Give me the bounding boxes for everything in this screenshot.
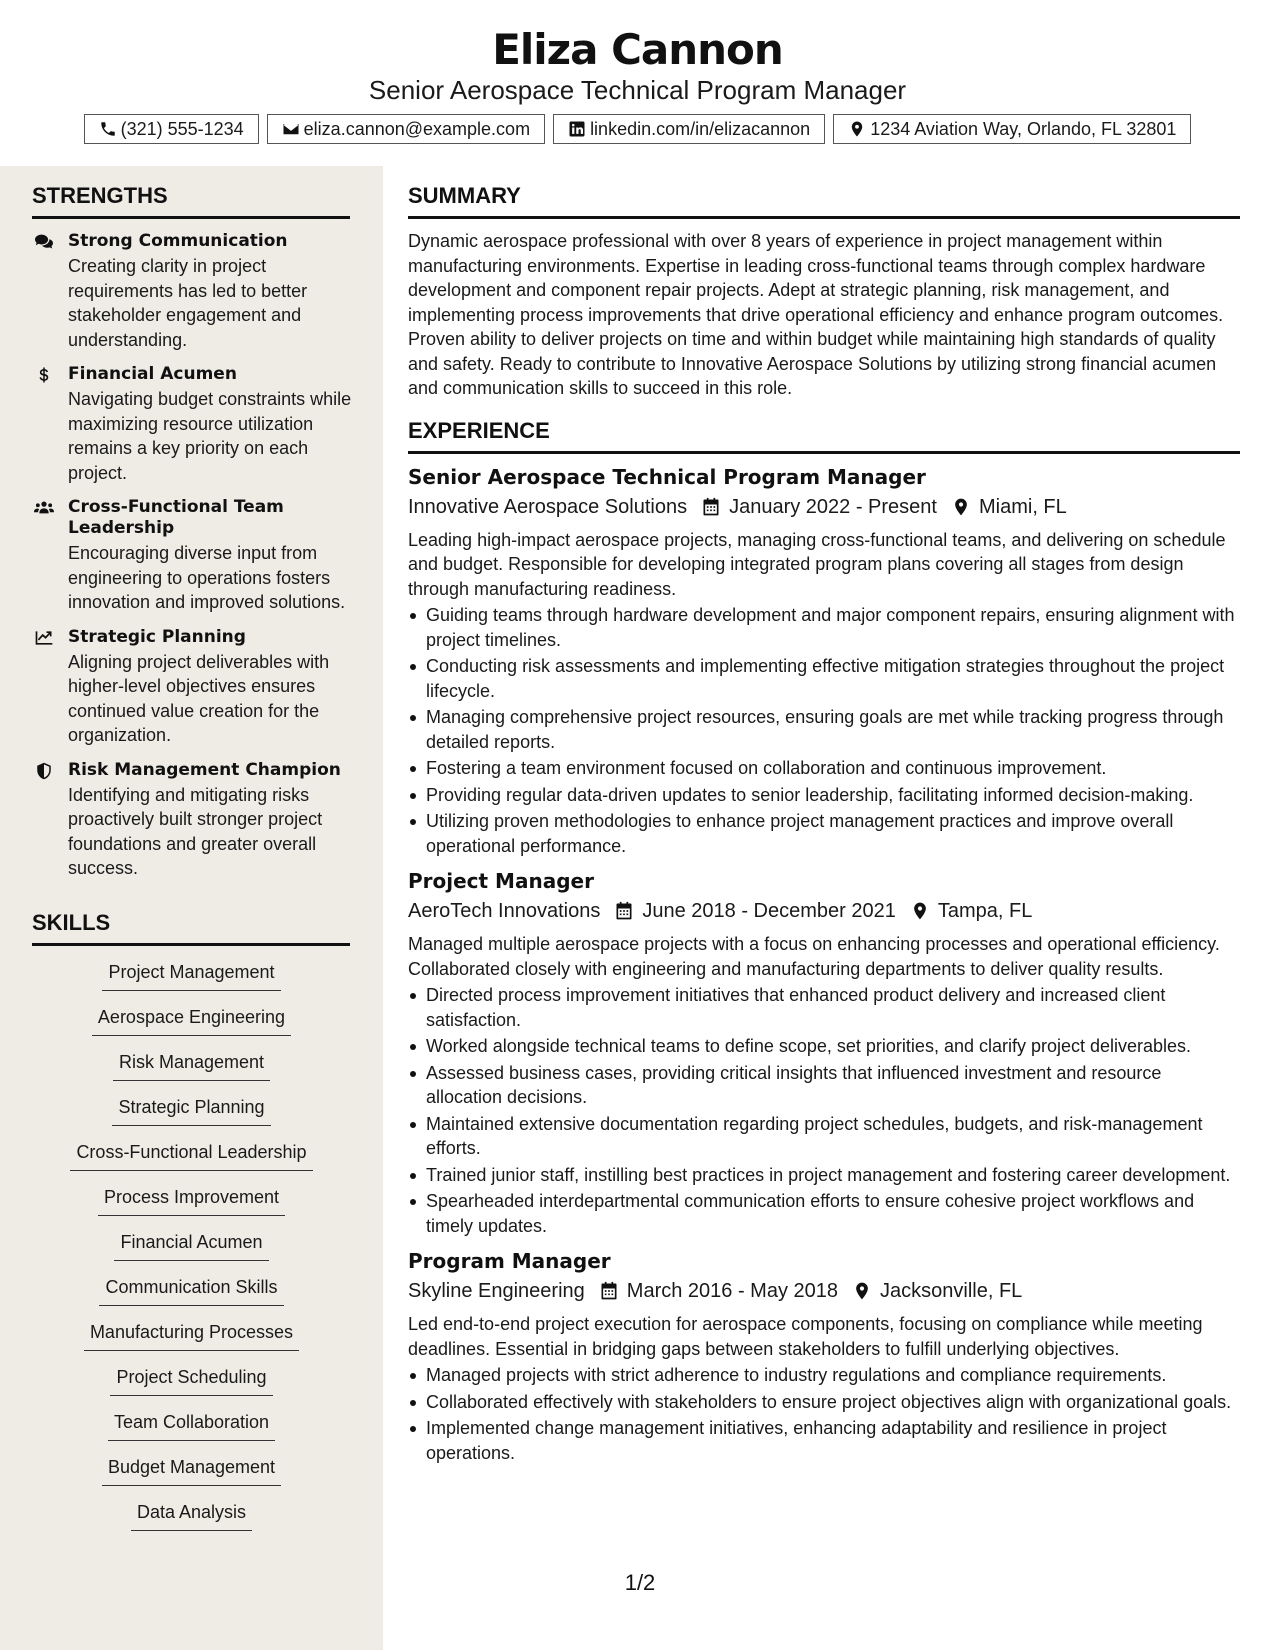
contact-email-text: eliza.cannon@example.com xyxy=(303,118,531,139)
skill-item: Team Collaboration xyxy=(108,1410,275,1441)
job-bullet: Directed process improvement initiatives that enhanced product delivery and increased client satisfaction. xyxy=(408,983,1240,1032)
summary-text: Dynamic aerospace professional with over 8 years of experience in project management within manufacturing environments. Expertise in leading cross-functional teams through complex hardware development and component repair projects. Adept at strategic planning, risk management, and implementing process improvements that drive operational efficiency and enhance program outcomes. Proven ability to deliver projects on time and within budget while maintaining high standards of quality and safety. Ready to contribute to Innovative Aerospace Solutions by utilizing strong financial acumen and communication skills to succeed in this role. xyxy=(408,231,1224,398)
job-title: Project Manager xyxy=(408,869,594,893)
skill-item: Budget Management xyxy=(102,1455,281,1486)
job-bullet: Managed projects with strict adherence to industry regulations and compliance requirements. xyxy=(408,1363,1240,1388)
job-company: Innovative Aerospace Solutions xyxy=(408,495,688,518)
job-bullets xyxy=(408,983,1240,1238)
job-dates: March 2016 - May 2018 xyxy=(626,1280,839,1302)
strength-item xyxy=(32,364,352,485)
strength-title: Risk Management Champion xyxy=(68,759,341,780)
strength-desc: Navigating budget constraints while maximizing resource utilization remains a key priority on each project. xyxy=(68,389,352,483)
calendar-icon xyxy=(614,901,634,921)
page-number: 1/2 xyxy=(624,1570,656,1595)
candidate-name: Eliza Cannon xyxy=(492,25,783,74)
job-location: Miami, FL xyxy=(978,495,1067,518)
skill-item: Aerospace Engineering xyxy=(92,1005,291,1036)
job-bullet: Managing comprehensive project resources, ensuring goals are met while tracking progress through detailed reports. xyxy=(408,705,1240,754)
job-description: Leading high-impact aerospace projects, managing cross-functional teams, and delivering on schedule and budget. Responsible for developing integrated program plans covering all stages from design through manufacturing readiness. xyxy=(408,529,1226,599)
job-bullets xyxy=(408,1363,1240,1465)
strength-title: Strong Communication xyxy=(68,231,288,251)
job-bullet: Fostering a team environment focused on collaboration and continuous improvement. xyxy=(408,756,1240,781)
strength-title: Strategic Planning xyxy=(68,626,246,647)
contact-address-text: 1234 Aviation Way, Orlando, FL 32801 xyxy=(870,118,1177,139)
skill-item: Manufacturing Processes xyxy=(84,1320,299,1351)
job-company: AeroTech Innovations xyxy=(408,900,601,922)
job-bullet: Maintained extensive documentation regarding project schedules, budgets, and risk-management efforts. xyxy=(408,1112,1240,1161)
job-bullet: Providing regular data-driven updates to senior leadership, facilitating informed decision-making. xyxy=(408,783,1240,808)
job-bullet: Trained junior staff, instilling best practices in project management and fostering career development. xyxy=(408,1163,1240,1188)
skill-item: Data Analysis xyxy=(131,1500,252,1531)
skills-heading: SKILLS xyxy=(32,893,350,946)
job-dates: June 2018 - December 2021 xyxy=(642,900,896,922)
comments-icon xyxy=(34,233,54,251)
chart-line-icon xyxy=(34,629,54,647)
resume-header xyxy=(0,0,1275,160)
strength-title: Cross-Functional Team Leadership xyxy=(68,497,284,538)
job-title: Program Manager xyxy=(408,1249,611,1273)
strength-item xyxy=(32,231,352,352)
job-bullet: Conducting risk assessments and implementing effective mitigation strategies throughout the project lifecycle. xyxy=(408,654,1240,703)
skill-item: Risk Management xyxy=(113,1050,270,1081)
candidate-title: Senior Aerospace Technical Program Manager xyxy=(368,75,907,105)
job-bullet: Worked alongside technical teams to define scope, set priorities, and clarify project deliverables. xyxy=(408,1034,1240,1059)
sidebar xyxy=(0,166,383,1650)
strength-item xyxy=(32,627,352,748)
job-title: Senior Aerospace Technical Program Manager xyxy=(408,464,926,489)
users-icon xyxy=(34,499,54,517)
job-bullet: Implemented change management initiatives, enhancing adaptability and resilience in project operations. xyxy=(408,1416,1240,1465)
calendar-icon xyxy=(599,1281,619,1301)
skill-item: Strategic Planning xyxy=(112,1095,270,1126)
job-entry xyxy=(408,1248,1240,1465)
job-dates: January 2022 - Present xyxy=(729,495,937,518)
shield-icon xyxy=(34,762,54,780)
job-meta xyxy=(408,896,1240,926)
map-pin-icon xyxy=(852,1281,872,1301)
job-company: Skyline Engineering xyxy=(408,1280,585,1302)
job-meta xyxy=(408,1276,1240,1306)
job-description: Led end-to-end project execution for aerospace components, focusing on compliance while meeting deadlines. Essential in bridging gaps between stakeholders to fulfill underlying objectives. xyxy=(408,1314,1203,1359)
contact-linkedin[interactable] xyxy=(553,114,825,144)
contact-linkedin-text: linkedin.com/in/elizacannon xyxy=(590,118,811,139)
job-description: Managed multiple aerospace projects with a focus on enhancing processes and operational efficiency. Collaborated closely with engineering and manufacturing departments to deliver quality results. xyxy=(408,934,1220,979)
skill-item: Financial Acumen xyxy=(114,1230,268,1261)
skill-item: Project Scheduling xyxy=(110,1365,272,1396)
strength-desc: Identifying and mitigating risks proactively built stronger project foundations and greater overall success. xyxy=(68,784,323,878)
job-bullets xyxy=(408,603,1240,858)
envelope-icon xyxy=(282,120,300,138)
calendar-icon xyxy=(701,497,721,517)
strength-item xyxy=(32,760,352,881)
job-entry xyxy=(408,868,1240,1238)
job-bullet: Guiding teams through hardware development and major component repairs, ensuring alignment with project timelines. xyxy=(408,603,1240,652)
job-bullet: Spearheaded interdepartmental communication efforts to ensure cohesive project workflows and timely updates. xyxy=(408,1189,1240,1238)
job-location: Tampa, FL xyxy=(937,900,1033,922)
linkedin-icon xyxy=(568,120,586,138)
contact-bar xyxy=(0,114,1275,144)
map-pin-icon xyxy=(848,120,866,138)
strength-item xyxy=(32,497,352,615)
dollar-icon xyxy=(34,366,54,384)
contact-phone-text: (321) 555-1234 xyxy=(120,118,244,139)
strength-desc: Creating clarity in project requirements has led to better stakeholder engagement and understanding. xyxy=(68,256,308,350)
skill-item: Process Improvement xyxy=(98,1185,285,1216)
job-bullet: Assessed business cases, providing critical insights that influenced investment and resource allocation decisions. xyxy=(408,1061,1240,1110)
map-pin-icon xyxy=(951,497,971,517)
skills-list xyxy=(0,960,383,1545)
job-bullet: Utilizing proven methodologies to enhance project management practices and improve overall operational performance. xyxy=(408,809,1240,858)
map-pin-icon xyxy=(910,901,930,921)
phone-icon xyxy=(99,120,117,138)
contact-email[interactable] xyxy=(267,114,545,144)
main-content xyxy=(408,166,1240,1467)
job-meta xyxy=(408,492,1240,522)
contact-phone[interactable] xyxy=(84,114,259,144)
summary-heading: SUMMARY xyxy=(408,166,1240,219)
job-bullet: Collaborated effectively with stakeholders to ensure project objectives align with organizational goals. xyxy=(408,1390,1240,1415)
job-location: Jacksonville, FL xyxy=(880,1280,1023,1302)
job-entry xyxy=(408,464,1240,859)
strength-desc: Encouraging diverse input from engineering to operations fosters innovation and improved solutions. xyxy=(68,543,346,612)
strength-desc: Aligning project deliverables with higher-level objectives ensures continued value creation for the organization. xyxy=(68,651,330,745)
skill-item: Communication Skills xyxy=(99,1275,283,1306)
strengths-heading: STRENGTHS xyxy=(32,166,350,219)
contact-address xyxy=(833,114,1191,144)
strengths-list xyxy=(32,231,352,881)
strength-title: Financial Acumen xyxy=(68,364,237,384)
experience-heading: EXPERIENCE xyxy=(408,401,1240,454)
skill-item: Project Management xyxy=(102,960,280,991)
skill-item: Cross-Functional Leadership xyxy=(70,1140,312,1171)
